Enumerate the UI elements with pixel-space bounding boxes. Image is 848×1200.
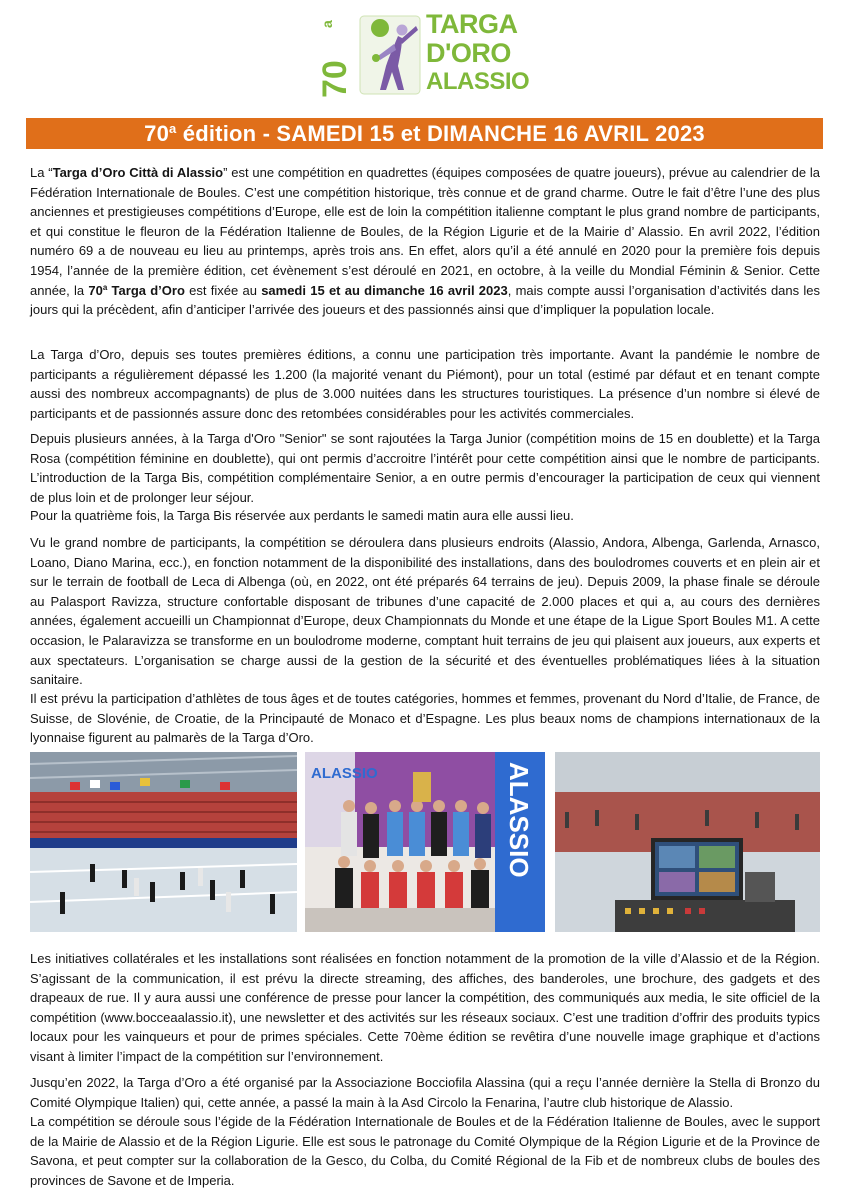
paragraph-venues: Vu le grand nombre de participants, la compétition se déroulera dans plusieurs endroits (Alassio, Andora, Albenga, Garlenda, Arnasco, Loano, Diano Marina, ecc.), en fonction notamment de la disponibilité des installations, dans des boulodromes couverts et en plein air et sur le terrain de football de Leca di Albenga (où, en 2022, ont été préparés 64 terrains de jeu). Depuis 2009, la phase finale se déroule au Palasport Ravizza, structure confortable disposant de tribunes d’une capacité de 2.000 places et qui a, au cours des dernières années, également accueilli un Championnat d’Europe, deux Championnats du Monde et une étape de la Ligue Sport Boules M1. A cette occasion, le Palaravizza se transforme en un boulodrome moderne, comptant huit terrains de jeu qui plaisent aux joueurs, aux experts et aux spectateurs. L’organisation se charge aussi de la gestion de la sécurité et des éventuelles problématiques liées à la situation sanitaire. [30, 535, 820, 688]
paragraph-categories: Depuis plusieurs années, à la Targa d'Oro "Senior" se sont rajoutées la Targa Junior (compétition moins de 15 en doublette) et la Targa Rosa (compétition féminine en doublette), qui ont permis d’accroitre l’intérêt pour cette compétition ainsi que le nombre de participants. L’introduction de la Targa Bis, compétition complémentaire Senior, a en outre permis d’encourager la participation de ceux qui viennent de plus loin et de prolonger leur séjour. [30, 431, 820, 505]
paragraph-organisation [30, 1073, 820, 1191]
p1-bold-dates: samedi 15 et au dimanche 16 avril 2023 [261, 282, 508, 298]
logo-number-text: 70 [316, 60, 354, 98]
p1-bold-edition-sup: a [102, 282, 108, 292]
logo-number-sup: a [319, 20, 335, 28]
p1-text-d: est fixée au [184, 282, 262, 298]
p1-bold-edition-num: 70 [88, 282, 103, 298]
p7-patronage-text: La compétition se déroule sous l’égide de la Fédération Internationale de Boules et de la Fédération Italienne de Boules, avec le support de la Mairie de Alassio et de la Région Ligurie. Elle est sous le patronage du Comité Olympique de la Région Ligurie et de la Province de Savona, et peut compter sur la collaboration de la Gesco, du Colba, du Comité Régional de la Fib et de nombreux clubs de boules des provinces de Savone et de Imperia. [30, 1114, 820, 1188]
photo-podium-team [305, 752, 545, 932]
p1-bold-name: Targa d’Oro Città di Alassio [52, 165, 224, 180]
logo-number-graphic [318, 10, 352, 100]
logo-line-targa: TARGA [426, 9, 518, 39]
p1-text-c: ” est une compétition en quadrettes (équipes composées de quatre joueurs), prévue au calendrier de la Fédération Internationale de Boules. C’est une compétition historique, très connue et de grand charme. Outre le fait d’être l’une des plus anciennes et prestigieuses compétitions d’Europe, elle est de loin la compétition italienne comptant le plus grand nombre de participants, et qui constitue le fleuron de la Fédération Italienne de Boules, de la Région Ligurie et de la Mairie d’ Alassio. En avril 2022, l’édition numéro 69 a de nouveau eu lieu au printemps, après trois ans. En effet, alors qu’il a été annulé en 2020 pour la première fois depuis 1954, l’année de la première édition, cet évènement s’est déroulé en 2021, en octobre, à la veille du Mondial Féminin & Senior. Cette année, la [30, 165, 820, 298]
logo-line-alassio: ALASSIO [426, 68, 530, 95]
banner-title-text: édition - SAMEDI 15 et DIMANCHE 16 AVRIL 2023 [176, 121, 705, 146]
p1-text-a: La “ [30, 165, 53, 180]
edition-date-banner [26, 118, 823, 149]
paragraph-introduction [30, 163, 820, 320]
p7-organizer-text: Jusqu’en 2022, la Targa d’Oro a été organisé par la Associazione Bocciofila Alassina (qui a reçu l’année dernière la Stella di Bronzo du Comité Olympique Italien) qui, cette année, a passé la main à la Asd Circolo la Fenarina, l’autre club historique de Alassio. [30, 1075, 820, 1110]
paragraph-targa-bis: Pour la quatrième fois, la Targa Bis réservée aux perdants le samedi matin aura elle aussi lieu. [30, 508, 574, 523]
p1-bold-edition-rest: Targa d’Oro [107, 282, 185, 298]
paragraph-participation: La Targa d’Oro, depuis ses toutes premières éditions, a connu une participation très importante. Avant la pandémie le nombre de participants a régulièrement dépassé les 1.200 (la majorité venant du Piémont), pour un total (estimé par défaut et en tenant compte aussi des nombreux accompagnants) de plus de 3.000 nuitées dans les structures touristiques. La présence d’un nombre si élevé de participants et de passionnés assure donc des retombées considérables pour les activités commerciales. [30, 347, 820, 421]
photo-arena-match [30, 752, 297, 932]
photo-broadcast-control [555, 752, 820, 932]
logo-edition-number [318, 10, 352, 100]
boules-player-icon [354, 10, 426, 100]
p1-text-e: , mais compte aussi l’organisation d’activités dans les jours qui la précèdent, afin d’anticiper l’arrivée des joueurs et des passionnés ainsi que d’impliquer la population locale. [30, 282, 821, 318]
paragraph-communication: Les initiatives collatérales et les installations sont réalisées en fonction notamment de la promotion de la ville d’Alassio et de la Région. S’agissant de la communication, il est prévu la directe streaming, des affiches, des banderoles, une brochure, des gadgets et des drapeaux de rue. Il y aura aussi une conférence de presse pour lancer la compétition, des communiqués aux media, le site officiel de la compétition (www.bocceaalassio.it), une newsletter et des activités sur les réseaux sociaux. C’est une tradition d’offrir des produits typics locaux pour les vainqueurs et pour de primes spéciales. Cette 70ème édition se revêtira d’une nouvelle image graphique et d’actions visant à limiter l’impact de la compétition sur l’environnement. [30, 951, 820, 1064]
banner-edition-sup: a [169, 121, 177, 136]
targa-doro-logo [318, 8, 538, 104]
p1-bold-edition [88, 283, 185, 298]
banner-edition-number: 70 [144, 121, 170, 146]
logo-line-doro: D'ORO [426, 38, 511, 68]
paragraph-athletes: Il est prévu la participation d’athlètes de tous âges et de toutes catégories, hommes et femmes, provenant du Nord d’Italie, de France, de Suisse, de Slovénie, de Croatie, de la Principauté de Monaco et d’Espagne. Les plus beaux noms de champions internationaux de la lyonnaise figurent au palmarès de la Targa d’Oro. [30, 691, 820, 746]
photo2-top-banner-text: ALASSIO [311, 765, 378, 782]
photo2-side-banner-text: ALASSIO [504, 762, 534, 878]
logo-wordmark [426, 10, 529, 97]
